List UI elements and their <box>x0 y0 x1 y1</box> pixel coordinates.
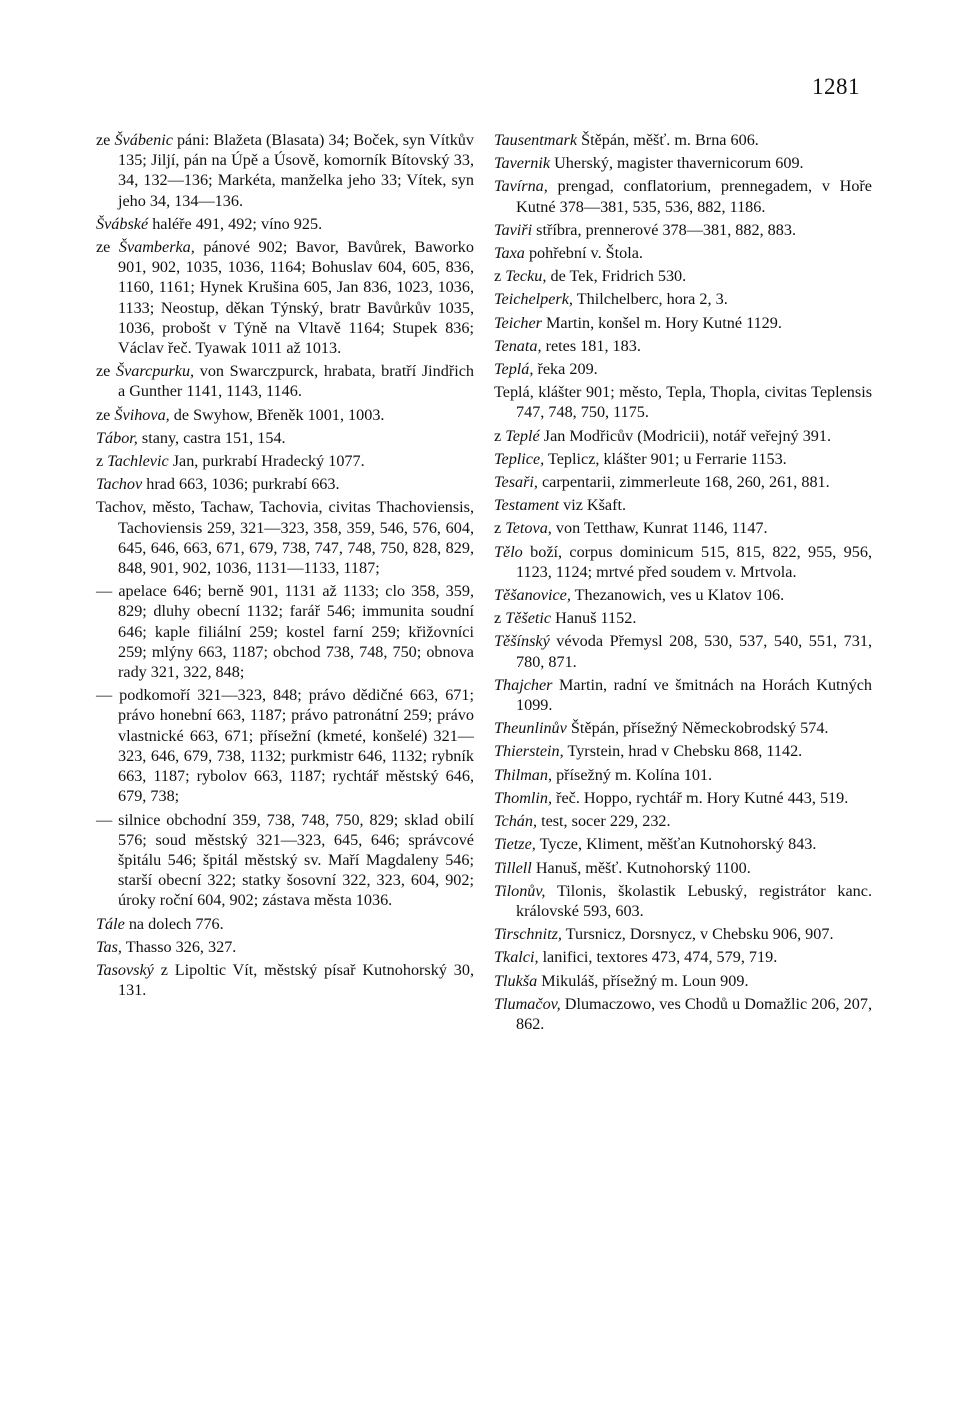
entry-headword: Tas, <box>96 937 122 956</box>
index-entry <box>494 426 872 446</box>
entry-prefix: z <box>494 519 506 538</box>
entry-dash: — <box>96 810 119 829</box>
entry-headword: Švihova, <box>114 405 170 424</box>
entry-headword: Tesaři, <box>494 473 538 492</box>
index-entry <box>494 153 872 173</box>
entry-headword: Taxa <box>494 244 525 263</box>
entry-text: Thasso 326, 327. <box>121 937 237 956</box>
entry-text: Hanuš, měšť. Kutnohorský 1100. <box>531 858 751 877</box>
entry-text: řeka 209. <box>533 360 598 379</box>
index-entry <box>494 788 872 808</box>
entry-headword: Těšetic <box>505 609 552 628</box>
entry-text: Mikuláš, přísežný m. Loun 909. <box>537 971 749 990</box>
entry-text: Hanuš 1152. <box>551 609 637 628</box>
entry-text: carpentarii, zimmerleute 168, 260, 261, 881. <box>537 473 830 492</box>
index-entry <box>494 130 872 150</box>
entry-headword: Švamberka, <box>118 238 195 257</box>
entry-headword: Tlumačov, <box>494 994 561 1013</box>
index-entry <box>494 858 872 878</box>
index-entry <box>494 495 872 515</box>
entry-text: Jan, purkrabí Hradecký 1077. <box>168 452 365 471</box>
index-entry <box>96 685 474 806</box>
left-column <box>96 130 474 1003</box>
entry-text: von Swarczpurck, hrabata, bratří Jindřich a Gunther 1141, 1143, 1146. <box>118 362 474 401</box>
entry-headword: Teicher <box>494 313 542 332</box>
entry-headword: Testament <box>494 496 560 515</box>
entry-text: Tyrstein, hrad v Chebsku 868, 1142. <box>563 742 803 761</box>
entry-headword: Teplice, <box>494 449 545 468</box>
index-entry <box>96 914 474 934</box>
entry-text: Teplá, klášter 901; město, Tepla, Thopla, civitas Teplensis 747, 748, 750, 1175. <box>494 383 872 422</box>
entry-text: pohřební v. Štola. <box>524 244 643 263</box>
right-column <box>494 130 872 1037</box>
entry-text: stany, castra 151, 154. <box>137 428 286 447</box>
index-entry <box>494 382 872 422</box>
entry-text: Thilchelberc, hora 2, 3. <box>572 290 728 309</box>
entry-headword: Teplá, <box>494 360 534 379</box>
entry-prefix: z <box>494 609 506 628</box>
entry-text: z Lipoltic Vít, městský písař Kutnohorský 30, 131. <box>118 960 474 1000</box>
entry-text: Thezanowich, ves u Klatov 106. <box>570 586 785 605</box>
entry-headword: Taviři <box>494 220 533 239</box>
entry-headword: Tělo <box>494 542 523 561</box>
entry-text: podkomoří 321—323, 848; právo dědičné 663, 671; právo honební 663, 1187; právo patronátní 259; právo vlastnické 663, 671; přísežní (kmeté, konšelé) 321—323, 646, 679, 738, 1132; purkmistr 646, 1132; rybník 663, 1187; rybolov 663, 1187; rychtář městský 646, 679, 738; <box>118 686 474 806</box>
index-entry <box>96 451 474 471</box>
entry-headword: Teichelperk, <box>494 290 573 309</box>
entry-headword: Thierstein, <box>494 742 564 761</box>
entry-text: von Tetthaw, Kunrat 1146, 1147. <box>551 519 768 538</box>
index-entry <box>494 359 872 379</box>
index-entry <box>494 336 872 356</box>
entry-text: lanifici, textores 473, 474, 579, 719. <box>538 948 778 967</box>
entry-headword: Tlukša <box>494 971 538 990</box>
entry-text: apelace 646; berně 901, 1131 až 1133; clo 358, 359, 829; dluhy obecní 1132; farář 546; immunita soudní 646; kaple filiální 259; kostel farní 259; křižovníci 259; mlýny 663, 1187; obchod 738, 748, 750; obnova rady 321, 322, 848; <box>118 582 474 682</box>
index-entry <box>494 971 872 991</box>
entry-text: test, socer 229, 232. <box>537 812 671 831</box>
index-entry <box>494 608 872 628</box>
entry-text: de Tek, Fridrich 530. <box>546 267 687 286</box>
entry-text: vévoda Přemysl 208, 530, 537, 540, 551, 731, 780, 871. <box>516 632 872 671</box>
index-entry <box>96 497 474 578</box>
entry-headword: Tenata, <box>494 336 542 355</box>
entry-text: hrad 663, 1036; purkrabí 663. <box>142 475 340 494</box>
index-entry <box>494 313 872 333</box>
index-entry <box>494 631 872 671</box>
entry-headword: Tillell <box>494 858 532 877</box>
index-entry <box>494 675 872 715</box>
index-entry <box>494 718 872 738</box>
index-entry <box>494 176 872 216</box>
entry-headword: Tietze, <box>494 835 536 854</box>
index-entry <box>96 474 474 494</box>
entry-text: prengad, conflatorium, prennegadem, v Hoře Kutné 378—381, 535, 536, 882, 1186. <box>516 177 872 216</box>
entry-text: Tycze, Kliment, měšťan Kutnohorský 843. <box>535 835 817 854</box>
entry-headword: Tasovský <box>96 960 154 979</box>
entry-prefix: z <box>96 452 108 471</box>
entry-headword: Tále <box>96 914 125 933</box>
index-entry <box>494 881 872 921</box>
entry-headword: Tausentmark <box>494 131 578 149</box>
entry-text: Tachov, město, Tachaw, Tachovia, civitas Thachoviensis, Tachoviensis 259, 321—323, 358, 359, 546, 576, 604, 645, 646, 663, 671, 679, 738, 747, 748, 750, 828, 829, 848, 901, 902, 1036, 1131—1133, 1187; <box>96 498 474 578</box>
entry-headword: Thilman, <box>494 765 553 784</box>
entry-prefix: z <box>494 267 506 286</box>
entry-headword: Teplé <box>505 426 540 445</box>
index-entry <box>494 243 872 263</box>
entry-text: boží, corpus dominicum 515, 815, 822, 955, 956, 1123, 1124; mrtvé před soudem v. Mrtvola. <box>516 542 872 581</box>
entry-headword: Thajcher <box>494 675 553 694</box>
entry-text: Štěpán, měšť. m. Brna 606. <box>577 131 759 149</box>
entry-text: de Swyhow, Břeněk 1001, 1003. <box>169 405 385 424</box>
index-entry <box>494 449 872 469</box>
index-entry <box>494 289 872 309</box>
entry-text: řeč. Hoppo, rychtář m. Hory Kutné 443, 519. <box>552 788 849 807</box>
index-entry <box>494 220 872 240</box>
index-entry <box>494 518 872 538</box>
entry-headword: Tachlevic <box>107 452 169 471</box>
index-entry <box>96 237 474 358</box>
entry-text: pánové 902; Bavor, Bavůrek, Baworko 901, 902, 1035, 1036, 1164; Bohuslav 604, 605, 836, 1160, 1161; Hynek Krušina 605, Jan 836, 1023, 1036, 1133; Neostup, děkan Týnský, bratr Bavůrkův 1035, 1036, probošt v Týně na Vltavě 1164; Stupek 836; Václav řeč. Tyawak 1011 až 1013. <box>118 238 474 358</box>
index-entry <box>494 947 872 967</box>
index-entry <box>96 361 474 401</box>
entry-headword: Theunlinův <box>494 719 567 738</box>
entry-headword: Tirschnitz, <box>494 925 562 944</box>
index-entry <box>494 811 872 831</box>
entry-headword: Tavernik <box>494 154 551 173</box>
entry-headword: Tkalci, <box>494 948 539 967</box>
entry-dash: — <box>96 582 119 601</box>
entry-text: haléře 491, 492; víno 925. <box>148 214 323 233</box>
entry-text: retes 181, 183. <box>541 336 641 355</box>
index-entry <box>96 130 474 211</box>
entry-text: Dlumaczowo, ves Chodů u Domažlic 206, 207, 862. <box>516 994 872 1033</box>
entry-prefix: ze <box>96 362 117 381</box>
entry-text: Jan Modřicův (Modricii), notář veřejný 391. <box>539 426 832 445</box>
entry-headword: Těšanovice, <box>494 586 571 605</box>
index-entry <box>96 960 474 1000</box>
entry-text: páni: Blažeta (Blasata) 34; Boček, syn Vítkův 135; Jiljí, pán na Úpě a Úsově, komorník Bítovský 33, 34, 132—136; Markéta, manželka jeho 33; Vítek, syn jeho 34, 134—136. <box>118 131 474 210</box>
entry-text: viz Kšaft. <box>559 496 627 515</box>
index-entry <box>96 937 474 957</box>
index-entry <box>494 741 872 761</box>
index-entry <box>494 542 872 582</box>
page-number: 1281 <box>812 74 860 99</box>
entry-prefix: ze <box>96 238 119 257</box>
entry-text: Martin, konšel m. Hory Kutné 1129. <box>541 313 782 332</box>
index-entry <box>494 834 872 854</box>
entry-headword: Tchán, <box>494 812 538 831</box>
entry-headword: Tilonův, <box>494 881 546 900</box>
entry-prefix: z <box>494 426 506 445</box>
entry-text: na dolech 776. <box>124 914 224 933</box>
index-entry <box>96 581 474 682</box>
entry-headword: Tavírna, <box>494 177 548 196</box>
entry-headword: Švarcpurku, <box>116 362 195 381</box>
index-entry <box>494 994 872 1034</box>
index-entry <box>494 765 872 785</box>
entry-headword: Švábské <box>96 214 149 233</box>
entry-headword: Tetova, <box>505 519 552 538</box>
entry-text: Tursnicz, Dorsnycz, v Chebsku 906, 907. <box>561 925 834 944</box>
entry-text: silnice obchodní 359, 738, 748, 750, 829; sklad obilí 576; soud městský 321—323, 645, 646; správcové špitálu 546; špitál městský sv. Maří Magdaleny 546; starší obecní 322; statky šosovní 322, 323, 604, 902; úroky roční 604, 902; zástava města 1036. <box>118 810 474 910</box>
index-entry <box>494 585 872 605</box>
index-entry <box>494 472 872 492</box>
entry-headword: Tecku, <box>505 267 547 286</box>
entry-text: Teplicz, klášter 901; u Ferrarie 1153. <box>544 449 787 468</box>
index-entry <box>494 266 872 286</box>
entry-headword: Tábor, <box>96 428 138 447</box>
entry-headword: Těšínský <box>494 632 550 651</box>
entry-prefix: ze <box>96 405 115 424</box>
entry-headword: Švábenic <box>114 131 173 149</box>
entry-text: Uherský, magister thavernicorum 609. <box>550 154 804 173</box>
entry-text: přísežný m. Kolína 101. <box>552 765 713 784</box>
index-entry <box>96 405 474 425</box>
entry-prefix: ze <box>96 131 115 149</box>
entry-text: stříbra, prennerové 378—381, 882, 883. <box>532 220 796 239</box>
index-entry <box>96 428 474 448</box>
entry-headword: Thomlin, <box>494 788 553 807</box>
index-entry <box>494 924 872 944</box>
entry-text: Tilonis, školastik Lebuský, registrátor kanc. královské 593, 603. <box>516 881 872 920</box>
entry-headword: Tachov <box>96 475 143 494</box>
index-entry <box>96 214 474 234</box>
entry-text: Martin, radní ve šmitnách na Horách Kutných 1099. <box>516 675 872 715</box>
index-entry <box>96 810 474 911</box>
entry-text: Štěpán, přísežný Německobrodský 574. <box>566 719 829 738</box>
entry-dash: — <box>96 686 120 705</box>
